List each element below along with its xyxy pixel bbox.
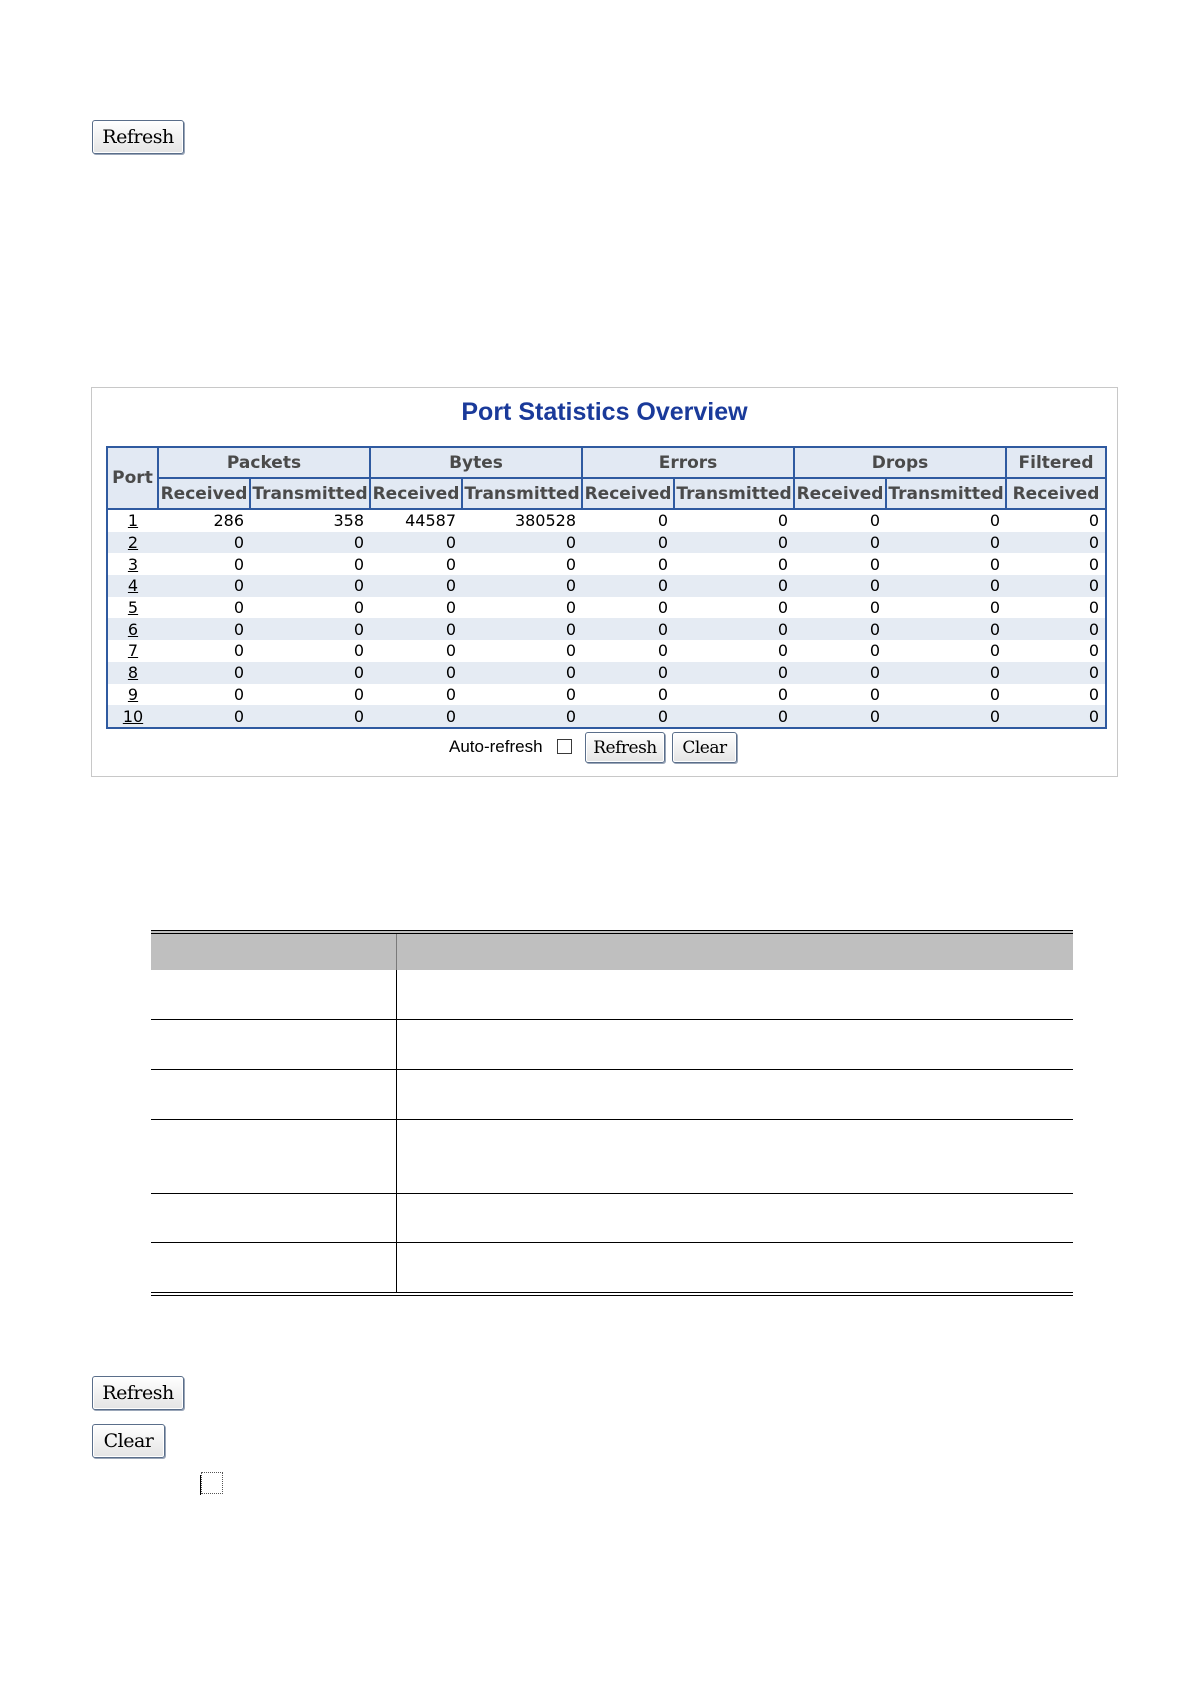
group-header-filtered: Filtered (1006, 447, 1106, 478)
stat-cell: 0 (582, 618, 674, 640)
table-row (107, 532, 1106, 554)
stat-cell: 0 (886, 662, 1006, 684)
stat-cell: 0 (582, 597, 674, 619)
stat-cell: 44587 (370, 509, 462, 532)
stat-cell: 0 (250, 553, 370, 575)
stat-cell: 0 (674, 684, 794, 706)
stat-cell: 0 (886, 532, 1006, 554)
stat-cell: 0 (794, 553, 886, 575)
column-header-drops-received: Received (794, 478, 886, 509)
stat-cell: 0 (674, 662, 794, 684)
stat-cell: 0 (674, 618, 794, 640)
refresh-button[interactable]: Refresh (92, 120, 184, 154)
port-link[interactable]: 10 (122, 706, 144, 726)
stat-cell: 0 (158, 684, 250, 706)
stat-cell: 0 (250, 684, 370, 706)
stat-cell: 0 (674, 575, 794, 597)
port-cell (107, 618, 158, 640)
stat-cell: 0 (582, 532, 674, 554)
stat-cell: 0 (794, 662, 886, 684)
stat-cell: 0 (158, 575, 250, 597)
table-row (107, 553, 1106, 575)
stat-cell: 0 (370, 575, 462, 597)
group-header-packets: Packets (158, 447, 370, 478)
stat-cell: 0 (886, 553, 1006, 575)
stat-cell: 0 (370, 705, 462, 728)
stat-cell: 0 (462, 662, 582, 684)
stat-cell: 0 (794, 509, 886, 532)
group-header-drops: Drops (794, 447, 1006, 478)
stat-cell: 0 (250, 662, 370, 684)
auto-refresh-label: Auto-refresh (449, 737, 543, 756)
column-header-errors-received: Received (582, 478, 674, 509)
stat-cell: 0 (462, 532, 582, 554)
stat-cell: 0 (886, 575, 1006, 597)
stat-cell: 0 (158, 553, 250, 575)
stat-cell: 0 (462, 597, 582, 619)
stat-cell: 0 (674, 509, 794, 532)
stat-cell: 0 (370, 597, 462, 619)
stat-cell: 0 (674, 597, 794, 619)
port-cell (107, 705, 158, 728)
stat-cell: 0 (794, 597, 886, 619)
description-table-row (151, 1020, 1073, 1070)
auto-refresh-checkbox[interactable] (557, 739, 572, 754)
stat-cell: 0 (886, 684, 1006, 706)
stat-cell: 0 (886, 705, 1006, 728)
panel-clear-button[interactable]: Clear (672, 732, 737, 763)
stat-cell: 0 (1006, 597, 1106, 619)
stat-cell: 0 (794, 684, 886, 706)
port-link[interactable]: 8 (127, 663, 139, 683)
port-link[interactable]: 6 (127, 619, 139, 639)
column-header-bytes-transmitted: Transmitted (462, 478, 582, 509)
table-row (107, 575, 1106, 597)
panel-title: Port Statistics Overview (461, 398, 748, 426)
stat-cell: 0 (158, 532, 250, 554)
stat-cell: 0 (674, 705, 794, 728)
port-cell (107, 575, 158, 597)
stat-cell: 0 (1006, 662, 1106, 684)
description-table-row (151, 970, 1073, 1020)
description-table-row (151, 1194, 1073, 1243)
description-table (151, 930, 1073, 1296)
auto-refresh-checkbox-example[interactable] (201, 1472, 223, 1494)
column-header-port: Port (107, 447, 158, 509)
description-table-row (151, 1070, 1073, 1120)
stat-cell: 0 (370, 618, 462, 640)
column-header-filtered-received: Received (1006, 478, 1106, 509)
stat-cell: 0 (370, 553, 462, 575)
stat-cell: 0 (370, 640, 462, 662)
port-statistics-table (106, 446, 1107, 729)
stat-cell: 0 (462, 553, 582, 575)
stat-cell: 0 (158, 597, 250, 619)
stat-cell: 0 (674, 553, 794, 575)
stat-cell: 0 (1006, 553, 1106, 575)
stat-cell: 0 (582, 662, 674, 684)
stat-cell: 0 (370, 532, 462, 554)
stat-cell: 0 (794, 705, 886, 728)
stat-cell: 0 (158, 662, 250, 684)
panel-controls (92, 732, 1117, 764)
stat-cell: 0 (370, 684, 462, 706)
stat-cell: 0 (886, 640, 1006, 662)
stat-cell: 0 (1006, 640, 1106, 662)
stat-cell: 0 (462, 684, 582, 706)
port-link[interactable]: 3 (127, 554, 139, 574)
port-cell (107, 684, 158, 706)
column-header-errors-transmitted: Transmitted (674, 478, 794, 509)
stat-cell: 0 (582, 684, 674, 706)
port-cell (107, 662, 158, 684)
stat-cell: 0 (674, 532, 794, 554)
stat-cell: 0 (886, 618, 1006, 640)
stat-cell: 0 (794, 618, 886, 640)
description-table-row (151, 1243, 1073, 1296)
stat-cell: 0 (1006, 575, 1106, 597)
stat-cell: 0 (1006, 509, 1106, 532)
stat-cell: 0 (462, 705, 582, 728)
stat-cell: 0 (1006, 618, 1106, 640)
port-link[interactable]: 5 (127, 598, 139, 618)
stat-cell: 0 (1006, 532, 1106, 554)
stat-cell: 0 (462, 575, 582, 597)
stat-cell: 358 (250, 509, 370, 532)
stat-cell: 0 (582, 553, 674, 575)
port-link[interactable]: 9 (127, 684, 139, 704)
stat-cell: 0 (250, 575, 370, 597)
table-row (107, 705, 1106, 728)
port-link[interactable]: 4 (127, 576, 139, 596)
table-row (107, 640, 1106, 662)
stat-cell: 0 (250, 640, 370, 662)
stat-cell: 380528 (462, 509, 582, 532)
port-link[interactable]: 7 (127, 641, 139, 661)
description-table-header (151, 930, 1073, 970)
stat-cell: 286 (158, 509, 250, 532)
stat-cell: 0 (794, 640, 886, 662)
stat-cell: 0 (582, 705, 674, 728)
table-row (107, 662, 1106, 684)
port-cell (107, 597, 158, 619)
group-header-errors: Errors (582, 447, 794, 478)
refresh-button-example[interactable]: Refresh (92, 1376, 184, 1410)
port-cell (107, 553, 158, 575)
stat-cell: 0 (250, 597, 370, 619)
table-row (107, 509, 1106, 532)
port-cell (107, 509, 158, 532)
stat-cell: 0 (250, 618, 370, 640)
table-row (107, 618, 1106, 640)
stat-cell: 0 (582, 509, 674, 532)
column-header-drops-transmitted: Transmitted (886, 478, 1006, 509)
port-link[interactable]: 1 (127, 511, 139, 531)
clear-button-example[interactable]: Clear (92, 1424, 165, 1458)
stat-cell: 0 (582, 640, 674, 662)
stat-cell: 0 (158, 705, 250, 728)
port-link[interactable]: 2 (127, 533, 139, 553)
table-row (107, 597, 1106, 619)
stat-cell: 0 (674, 640, 794, 662)
stat-cell: 0 (794, 532, 886, 554)
port-statistics-rows (107, 509, 1106, 728)
column-header-packets-received: Received (158, 478, 250, 509)
stat-cell: 0 (462, 618, 582, 640)
stat-cell: 0 (462, 640, 582, 662)
stat-cell: 0 (250, 532, 370, 554)
port-cell (107, 640, 158, 662)
description-table-row (151, 1120, 1073, 1194)
stat-cell: 0 (582, 575, 674, 597)
group-header-bytes: Bytes (370, 447, 582, 478)
panel-refresh-button[interactable]: Refresh (585, 732, 665, 763)
stat-cell: 0 (1006, 705, 1106, 728)
stat-cell: 0 (886, 509, 1006, 532)
stat-cell: 0 (370, 662, 462, 684)
stat-cell: 0 (158, 618, 250, 640)
column-header-packets-transmitted: Transmitted (250, 478, 370, 509)
stat-cell: 0 (1006, 684, 1106, 706)
port-statistics-panel (91, 387, 1118, 777)
port-cell (107, 532, 158, 554)
stat-cell: 0 (886, 597, 1006, 619)
stat-cell: 0 (794, 575, 886, 597)
stat-cell: 0 (158, 640, 250, 662)
column-header-bytes-received: Received (370, 478, 462, 509)
stat-cell: 0 (250, 705, 370, 728)
table-row (107, 684, 1106, 706)
